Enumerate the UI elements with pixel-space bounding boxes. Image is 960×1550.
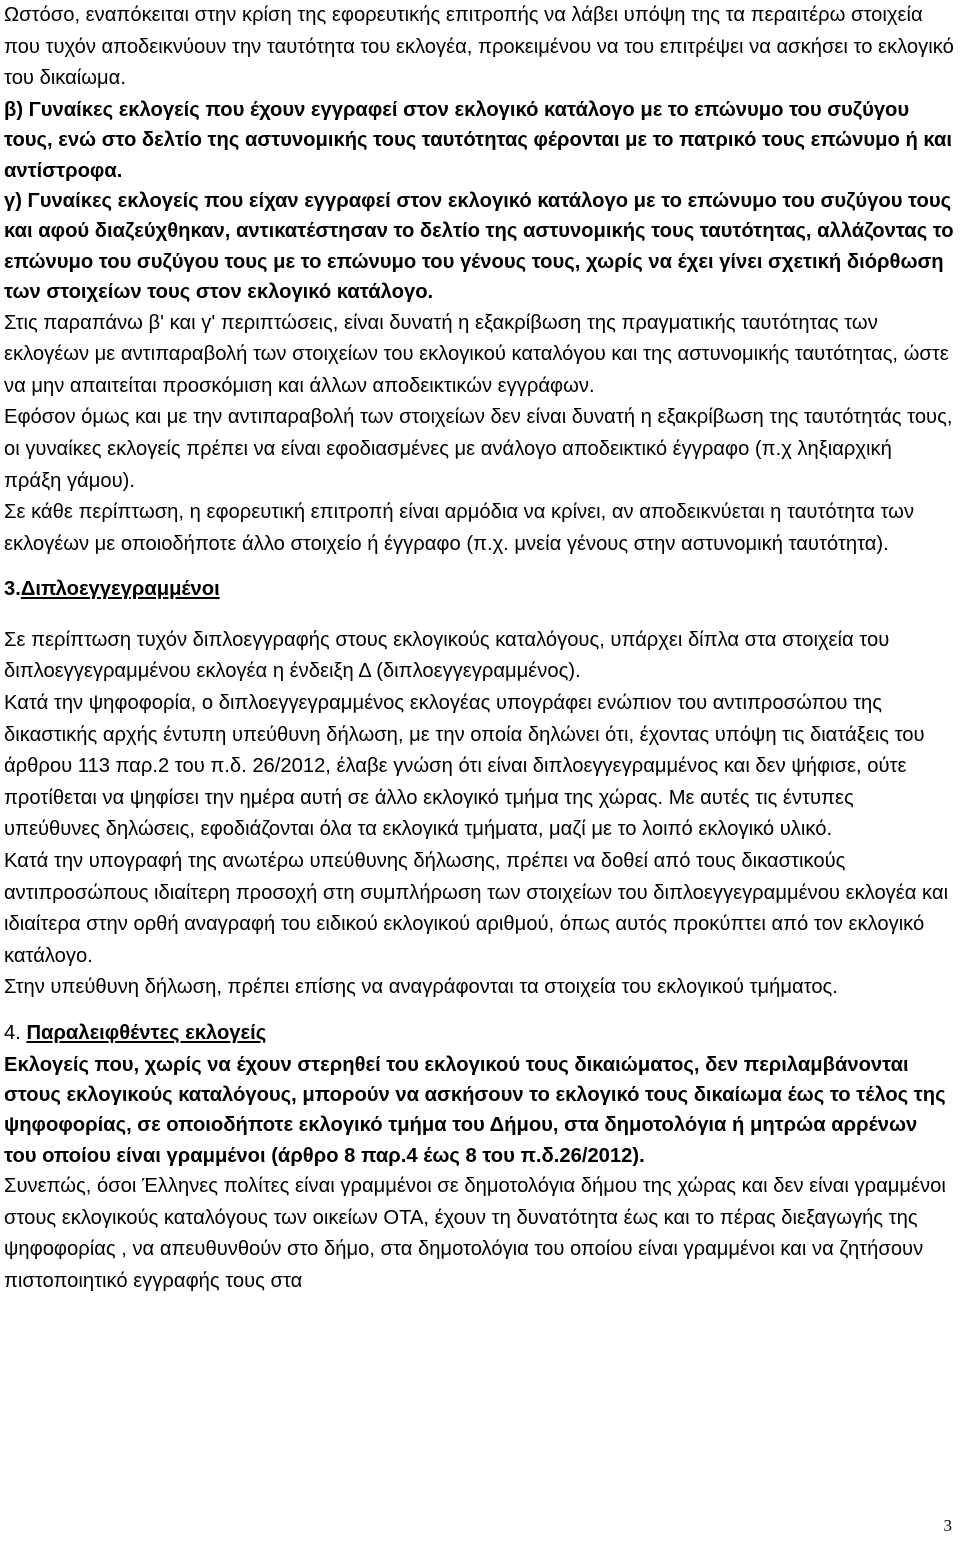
any-case-paragraph: Σε κάθε περίπτωση, η εφορευτική επιτροπή είναι αρμόδια να κρίνει, αν αποδεικνύεται η ταυτότητα των εκλογέων με οποιοδήποτε άλλο στοιχείο ή έγγραφο (π.χ. μνεία γένους στην αστυνομική ταυτότητα).: [4, 501, 915, 555]
bold-cases: [4, 95, 954, 308]
section-3-paragraph-3: Κατά την υπογραφή της ανωτέρω υπεύθυνης δήλωσης, πρέπει να δοθεί από τους δικαστικούς αντιπροσώπους ιδιαίτερη προσοχή στη συμπλήρωση των στοιχείων του διπλοεγγεγραμμένου εκλογέα και ιδιαίτερα στην ορθή αναγραφή του ειδικού εκλογικού αριθμού, όπως αυτός προκύπτει από τον εκλογικό κατάλογο.: [4, 849, 949, 967]
section-4-bold-paragraph: Εκλογείς που, χωρίς να έχουν στερηθεί του εκλογικού τους δικαιώματος, δεν περιλαμβάνονται στους εκλογικούς καταλόγους, μπορούν να ασκήσουν το εκλογικό τους δικαίωμα έως το τέλος της ψηφοφορίας, σε οποιοδήποτε εκλογικό τμήμα του Δήμου, στα δημοτολόγια ή μητρώα αρρένων του οποίου είναι γραμμένοι (άρθρο 8 παρ.4 έως 8 του π.δ.26/2012).: [4, 1053, 946, 1167]
section-4-heading: [4, 1018, 954, 1050]
section-4-paragraph-1: Συνεπώς, όσοι Έλληνες πολίτες είναι γραμμένοι σε δημοτολόγια δήμου της χώρας και δεν είναι γραμμένοι στους εκλογικούς καταλόγους των οικείων ΟΤΑ, έχουν τη δυνατότητα έως και το πέρας διεξαγωγής της ψηφοφορίας , να απευθυνθούν στο δήμο, στα δημοτολόγια του οποίου είναι γραμμένοι και να ζητήσουν πιστοποιητικό εγγραφής τους στα: [4, 1175, 946, 1292]
section-3-heading: [4, 574, 954, 604]
spacer: [4, 605, 954, 625]
cases-explanation-paragraph: Στις παραπάνω β' και γ' περιπτώσεις, είναι δυνατή η εξακρίβωση της πραγματικής ταυτότητας των εκλογέων με αντιπαραβολή των στοιχείων του εκλογικού καταλόγου και της αστυνομικής ταυτότητας, ώστε να μην απαιτείται προσκόμιση και άλλων αποδεικτικών εγγράφων.: [4, 311, 949, 397]
section-3-number: 3.: [4, 578, 21, 601]
section-3-paragraph-1: Σε περίπτωση τυχόν διπλοεγγραφής στους εκλογικούς καταλόγους, υπάρχει δίπλα στα στοιχεία του διπλοεγγεγραμμένου εκλογέα η ένδειξη Δ (διπλοεγγεγραμμένος).: [4, 628, 890, 683]
spacer: [4, 1004, 954, 1018]
intro-paragraph: Ωστόσο, εναπόκειται στην κρίση της εφορευτικής επιτροπής να λάβει υπόψη της τα περαιτέρω στοιχεία που τυχόν αποδεικνύουν την ταυτότητα του εκλογέα, προκειμένου να του επιτρέψει να ασκήσει το εκλογικό του δικαίωμα.: [4, 4, 954, 90]
spacer: [4, 560, 954, 574]
section-3-paragraph-2: Κατά την ψηφοφορία, ο διπλοεγγεγραμμένος εκλογέας υπογράφει ενώπιον του αντιπροσώπου της δικαστικής αρχής έντυπη υπεύθυνη δήλωση, με την οποία δηλώνει ότι, έχοντας υπόψη τις διατάξεις του άρθρου 113 παρ.2 του π.δ. 26/2012, έλαβε γνώση ότι είναι διπλοεγγεγραμμένος και δεν ψήφισε, ούτε προτίθεται να ψηφίσει την ημέρα αυτή σε άλλο εκλογικό τμήμα της χώρας. Με αυτές τις έντυπες υπεύθυνες δηλώσεις, εφοδιάζονται όλα τα εκλογικά τμήματα, μαζί με το λοιπό εκλογικό υλικό.: [4, 691, 925, 841]
section-4-number: 4.: [4, 1021, 27, 1044]
case-c-paragraph: γ) Γυναίκες εκλογείς που είχαν εγγραφεί στον εκλογικό κατάλογο με το επώνυμο του συζύγου τους και αφού διαζεύχθηκαν, αντικατέστησαν το δελτίο της αστυνομικής τους ταυτότητας, αλλάζοντας το επώνυμο του συζύγου τους με το επώνυμο του γένους τους, χωρίς να έχει γίνει σχετική διόρθωση των στοιχείων τους στον εκλογικό κατάλογο.: [4, 190, 954, 304]
section-3-paragraph-4: Στην υπεύθυνη δήλωση, πρέπει επίσης να αναγράφονται τα στοιχεία του εκλογικού τμήματος.: [4, 976, 838, 999]
case-b-paragraph: β) Γυναίκες εκλογείς που έχουν εγγραφεί στον εκλογικό κατάλογο με το επώνυμο του συζύγου τους, ενώ στο δελτίο της αστυνομικής τους ταυτότητας φέρονται με το πατρικό τους επώνυμο ή και αντίστροφα.: [4, 98, 952, 182]
section-3-title: Διπλοεγγεγραμμένοι: [20, 578, 220, 601]
comparison-paragraph: Εφόσον όμως και με την αντιπαραβολή των στοιχείων δεν είναι δυνατή η εξακρίβωση της ταυτότητάς τους, οι γυναίκες εκλογείς πρέπει να είναι εφοδιασμένες με ανάλογο αποδεικτικό έγγραφο (π.χ ληξιαρχική πράξη γάμου).: [4, 406, 953, 492]
section-4-title: Παραλειφθέντες εκλογείς: [26, 1021, 267, 1044]
document-body: [4, 0, 954, 1298]
page-number: 3: [943, 1516, 952, 1535]
